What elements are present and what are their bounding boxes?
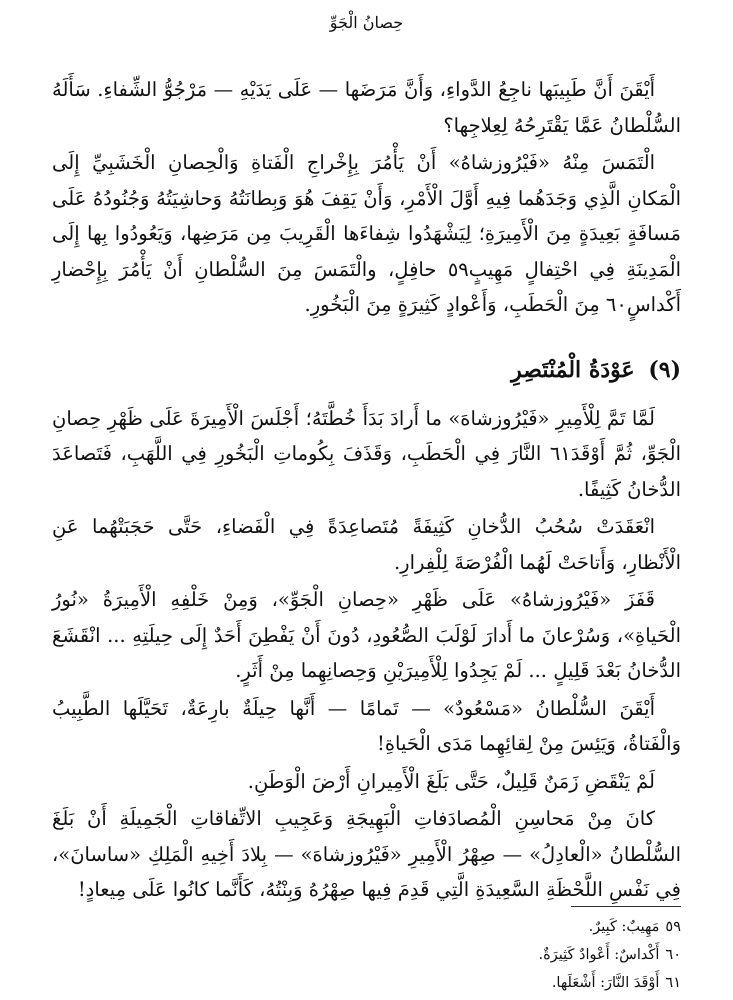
- footnotes: [52, 906, 681, 997]
- footnote-number: ٥٩: [665, 919, 681, 935]
- footnote-number: ٦٠: [665, 947, 681, 963]
- paragraph: أَيْقَنَ أَنَّ طَبِيبَها ناجِعُ الدَّواءِ، وَأَنَّ مَرَضَها — عَلَى يَدَيْهِ — مَرْجُوُّ الشِّفاءِ. سَأَلَهُ السُّلْطانُ عَمَّا يَقْتَرِحُهُ لِعِلاجِها؟: [52, 78, 681, 137]
- footnote: [52, 969, 681, 997]
- chapter-heading: [52, 353, 681, 387]
- paragraph: انْعَقَدَتْ سُحُبُ الدُّخانِ كَثِيفَةً مُتَصاعِدَةً فِي الْفَضاءِ، حَتَّى حَجَبَتْهُما عَنِ الْأَنْظارِ، وَأَتاحَتْ لَهُما الْفُرْصَةَ لِلْفِرارِ.: [52, 515, 681, 574]
- footnote-text: مَهِيبٌ: كَبِيرٌ.: [588, 919, 660, 935]
- footnote-text: أَوْقَدَ النَّارَ: أَشْعَلَها.: [551, 975, 660, 991]
- paragraph: قَفَزَ «فَيْرُوزشاهُ» عَلَى ظَهْرِ «حِصانِ الْجَوِّ»، وَمِنْ خَلْفِهِ الْأَمِيرَةُ «نُورُ الْحَياةِ»، وَسُرْعانَ ما أَدارَ لَوْلَبَ الصُّعُودِ، دُونَ أَنْ يَفْطِنَ أَحَدٌ إِلَى حِيلَتِهِ ... انْقَشَعَ الدُّخانُ بَعْدَ قَلِيلٍ ... لَمْ يَجِدُوا لِلْأَمِيرَيْنِ وَحِصانِهِما مِنْ أَثَرٍ.: [52, 588, 681, 682]
- footnote-number: ٦١: [665, 975, 681, 991]
- footnote-divider: [571, 906, 681, 907]
- paragraph: لَمْ يَنْقَضِ زَمَنٌ قَلِيلٌ، حَتَّى بَلَغَ الْأَمِيرانِ أَرْضَ الْوَطَنِ.: [247, 769, 655, 793]
- body-text: [52, 72, 681, 908]
- running-header: حِصانُ الْجَوِّ: [329, 13, 404, 32]
- chapter-number: (٩): [648, 356, 681, 383]
- footnote: [52, 941, 681, 969]
- paragraph: لَمَّا تَمَّ لِلْأَمِيرِ «فَيْرُوزشاهَ» ما أَرادَ بَدَأَ خُطَّتَهُ؛ أَجْلَسَ الْأَمِيرَةَ عَلَى ظَهْرِ حِصانِ الْجَوِّ، ثُمَّ أَوْقَدَ٦١ النَّارَ فِي الْحَطَبِ، وَقَذَفَ بِكُوماتِ الْبَخُورِ فِي اللَّهَبِ، فَتَصاعَدَ الدُّخانُ كَثِيفًا.: [52, 406, 681, 501]
- paragraph: كانَ مِنْ مَحاسِنِ الْمُصادَفاتِ الْبَهِيجَةِ وَعَجِيبِ الاتِّفاقاتِ الْجَمِيلَةِ أَنْ بَلَغَ السُّلْطانُ «الْعادِلُ» — صِهْرُ الْأَمِيرِ «فَيْرُوزشاهَ» — بِلادَ أَخِيهِ الْمَلِكِ «ساسانَ»، فِي نَفْسِ اللَّحْظَةِ السَّعِيدَةِ الَّتِي قَدِمَ فِيها صِهْرُهُ وَبِنْتُهُ، كَأَنَّما كانُوا عَلَى مِيعادٍ!: [52, 807, 681, 901]
- paragraph: الْتَمَسَ مِنْهُ «فَيْرُوزشاهُ» أَنْ يَأْمُرَ بِإِخْراجِ الْفَتاةِ وَالْحِصانِ الْخَشَبِيِّ إِلَى الْمَكانِ الَّذِي وَجَدَهُما فِيهِ أَوَّلَ الْأَمْرِ، وَأَنْ يَقِفَ هُوَ وَبِطانَتُهُ وَحاشِيَتُهُ وَجُنُودُهُ عَلَى مَسافَةٍ بَعِيدَةٍ مِنَ الْأَمِيرَةِ؛ لِيَشْهَدُوا شِفاءَها الْقَرِيبَ مِن مَرَضِها، وَيَعُودُوا بِها إِلَى الْمَدِينَةِ فِي احْتِفالٍ مَهِيبٍ٥٩ حافِلٍ، والْتَمَسَ مِنَ السُّلْطانِ أَنْ يَأْمُرَ بِإِحْضارِ أَكْداسٍ٦٠ مِنَ الْحَطَبِ، وَأَعْوادٍ كَثِيرَةٍ مِنَ الْبَخُورِ.: [52, 151, 681, 316]
- chapter-title: عَوْدَةُ الْمُنْتَصِرِ: [511, 356, 635, 383]
- footnote-text: أَكْداسٌ: أَعْوادٌ كَثِيرَةٌ.: [538, 947, 660, 963]
- paragraph: أَيْقَنَ السُّلْطانُ «مَسْعُودٌ» — تَمامًا — أَنَّها حِيلَةٌ بارِعَةٌ، تَحَيَّلَها الطَّبِيبُ وَالْفَتاةُ، وَيَئِسَ مِنْ لِقائِهِما مَدَى الْحَياةِ!: [52, 696, 681, 755]
- footnote: [52, 913, 681, 941]
